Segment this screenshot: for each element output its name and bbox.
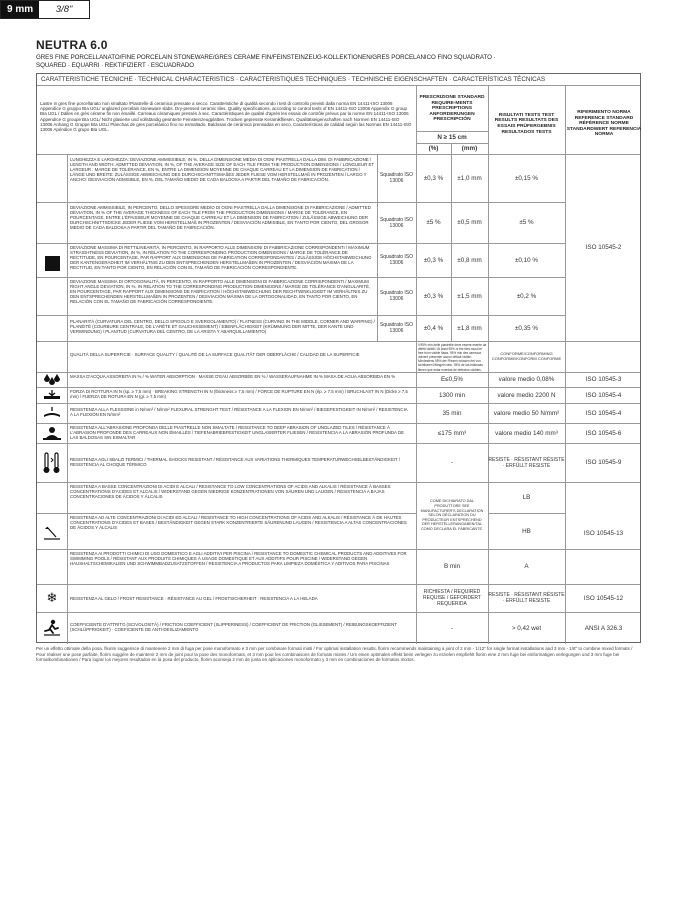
friction-desc: COEFFICIENTE D'ATTRITO (SCIVOLOSITÀ) / FRICTION COEFFICIENT (SLIPPERINESS) / COEFFICIENT DE FRICTION (GLISSEMENT) / REIBUNGSKOEFFIZIENT (SCHLÜPFRIGKEIT) · COEFICIENTE DE ANTI-DESLIZAMIENTO <box>70 622 397 633</box>
flexural-desc: RESISTENZA ALLA FLESSIONE in N/mm² / N/mm² FLEXURAL STRENGHT TEST / RÉSISTANCE A LA FLEXION EN N/mm² / BIEGEFESTIGKEIT IN N/mm² / RESISTENCIA A LA FLEXIÓN EN N/mm² <box>70 407 408 418</box>
thickness-inch: 3/8" <box>55 4 73 15</box>
straightness-desc: DEVIAZIONE MASSIMA DI RETTILINEARITÀ, IN PERCENTO, IN RAPPORTO ALLE DIMENSIONI DI FABBRICAZIONE CORRISPONDENTI / MAXIMUM STRAIGHTNESS DEVIATION, IN %, IN RELATION TO THE CORRESPONDING PRODUCTION DIMENSIONS / MARGE DE TOLÉRANCE DE RECTITUDE, EN POURCENTAGE, PAR RAPPORT AUX DIMENSIONS DE FABRICATION CORRESPONDANTES / ZULÄSSIGE HÖCHSTABWEICHUNG DER KANTENGERADHEIT IM VERHÄLTNIS ZU DEN ENTSPRECHENDEN HERSTELLMAßEN IN PROZENTEN / DESVIACIÓN MÁXIMA DE LA RECTITUD, EN TANTO POR CIENTO, EN RELACIÓN CON EL TAMAÑO DE FABRICACIÓN CORRESPONDIENTE. <box>70 245 372 271</box>
col-results: RISULTATI TESTS TEST RESULTS RESULTATS DES ESSAIS PRÜFERGEBNIS RESULTADOS TESTS <box>494 112 559 135</box>
household-result: A <box>524 563 529 570</box>
flexural-prescription: 35 min <box>442 409 462 417</box>
frost-prescription: RICHIESTA / REQUIRED REQUISE / GEFORDERT REQUERIDA <box>423 589 481 607</box>
unit-percent: (%) <box>428 145 439 152</box>
thermal-reference: ISO 10545-9 <box>585 459 622 466</box>
frost-reference: ISO 10545-12 <box>583 594 624 602</box>
dimension-reference: ISO 10545-2 <box>585 244 622 251</box>
friction-prescription: - <box>450 624 454 632</box>
breaking-reference: ISO 10545-4 <box>585 391 622 399</box>
chem-high-result: HB <box>522 527 531 535</box>
footer-note: Per un effetto ottimale della posa, fliorim suggerisce di mantenere 2 mm di fuga per pose monoformato e 3 mm per combinare formati misti / For optimal installation results, florim recommends maintaining a joint of 2 mm - 1/12" for single format installations and 3 mm - 1/8" to combine mixed formats / Pour réaliser une pose parfaite, florim suggère de maintenir 2 mm de joint pour la pose des monoformats, et 3 mm pour les combinaisons de formats mixtes / Um einen optimalen effekt beim verlegen zu erzielen empfiehlt florim eine 2 mm fuge bei einformatigen verlegungen und 3 mm fuge bei formatkombinationen / Para lograr los mejores resultados en la posa del producto, florim aconseja 2 mm de junta en aplicaciones monoformato y 3 mm en combinaciones de formatos mixtos. <box>36 646 633 663</box>
abrasion-reference: ISO 10545-6 <box>585 429 622 437</box>
absorption-desc: MASSA D'ACQUA ASSORBITA IN % / % WATER ABSORPTION · MASSE D'EAU ABSORBÉE EN % / WASSERAUFNAHME IN % MASA DE AGUA ABSORBIDA EN % <box>70 374 396 379</box>
thickness-desc: DEVIAZIONE AMMISSIBILE, IN PERCENTO, DELLO SPESSORE MEDIO DI OGNI PIASTRELLA DALLA DIMENSIONE DI FABBRICAZIONE / ADMITTED DEVIATION, IN % OF THE AVERAGE THICKNESS OF EACH TILE FROM THE PRODUCTION DIMENSIONS / MARGE DE TOLÉRANCE, EN POURCENTAGE, ENTRE L'ÉPAISSEUR MOYENNE DE CHAQUE CARREAU ET LA DIMENSION DE FABRICATION / ZULÄSSIGE ABWEICHUNG DER DURCHSCHNITTSDICKE JEDER FLIESE VOM HERSTELLMAß IN PROZENTEN / DESVIACIÓN ADMISIBLE, EN TANTO POR CIENTO, DEL GROSOR MEDIO DE CADA BALDOSA A PARTIR DEL TAMAÑO DE FABRICACIÓN. <box>70 205 371 231</box>
chem-high-desc: RESISTENZA AD ALTE CONCENTRAZIONI DI ACIDI ED ALCALI / RESISTANCE TO HIGH CONCENTRATIONS OF ACIDS AND ALKALIS / RÉSISTANCE À DE HAUTES CONCENTRATIONS D'ACIDES ET BASES / BESTÄNDIGKEIT GEGEN STARK KONZENTRIERTE SÄURENUND LAUGEN / RESISTENCIA A ALTAS CONCENTRACIONES DE ÁCIDOS Y ÁLCALIS <box>70 515 407 531</box>
thermometer-icon <box>37 443 67 482</box>
abrasion-result: valore medio 140 mm³ <box>495 429 558 437</box>
col-reference: RIFERIMENTO NORMA REFERENCE STANDARD RÉFÉRENCE NORME STANDARDWERT REFERENCIA NORMA <box>566 110 642 138</box>
straightness-mm: ±0,8 mm <box>457 256 482 264</box>
frost-result: RESISTE · RÉSISTANT RÉSISTE · ERFÜLLT RESISTE <box>488 592 565 604</box>
breaking-desc: FORZA DI ROTTURA IN N (sp. ≥ 7,5 mm) · BREAKING STRENGTH IN N (thickness ≥ 7,5 mm) / FORCE DE RUPTURE EN N (ép. ≥ 7,5 mm) / BRUCHLAST IN N (Dicke ≥ 7,5 mm) / FUERZA DE ROTURA EN N (gr. ≥ 7,5 mm) <box>70 389 408 400</box>
chemical-icon <box>37 482 67 584</box>
flatness-pct: ±0,4 % <box>423 324 444 332</box>
household-desc: RESISTENZA AI PRODOTTI CHIMICI DI USO DOMESTICO E AGLI ADDITIVI PER PISCINA / RESISTANCE TO DOMESTIC CHEMICAL PRODUCTS AND ADDITIVES FOR SWIMMING POOLS / RÉSISTANT AUX PRODUITS CHIMIQUES À USAGE DOMESTIQUE ET AUX ADDITIFS POUR PISCINE / WIDERSTAND GEGEN HAUSHALTSCHEMIKALIEN UND SCHWIMMBADZUSATZSTOFFEN / RESISTENCIA A PRODUCTOS PARA LIMPIEZA DOMÉSTICA Y ADITIVOS PARA PISCINAS <box>70 551 407 567</box>
orthogonality-mm: ±1,5 mm <box>457 292 482 300</box>
straightness-pct: ±0,3 % <box>423 256 444 264</box>
orthogonality-result: ±0,2 % <box>516 292 537 300</box>
thickness-mm: 9 mm <box>1 1 39 18</box>
friction-reference: ANSI A 326.3 <box>584 624 623 632</box>
intro-text: Lastre in gres fine porcellanato non smaltato /Piastrelle di ceramica pressate a secco. Caratteristiche di qualità secondo i test di controllo previsti dalla norma EN 14411-ISO 13006 Appendice G gruppo BIa UGL/ unglazed porcelain stoneware slabs. Dry-pressed ceramic tiles. Quality specifications, according to control tests of EN 14411-ISO 13006 Appendix G group BIa UGL / Dalles en grès cérame fin non émaillé. Carreaux céramiques pressés à sec. Caractéristiques de qualité d’après les essais de contrôle prévus par la norme EN 14411-ISO 13006 Appendice G groupe BIa UGL/ Nicht glasierte und vollständig gesinterte Feinsteinzeugplatten. Trocken gepresste Keramikfliesen. Qualitätseigenschaften nach Normen EN 14411-ISO 13006 Anhang G Gruppe BIa UGL/ Planchas de gres porcelánico fino no esmaltado. Baldosas de cerámica prensadas en seco. Características de calidad según las Normas EN 14411-ISO 13006 Apéndice G grupo BIa UGL. <box>40 101 412 133</box>
length-width-result: ±0,15 % <box>514 174 539 182</box>
water-drops-icon <box>37 372 67 387</box>
square-tile-icon <box>37 154 67 372</box>
chem-reference: ISO 10545-13 <box>583 529 624 537</box>
chem-low-desc: RESISTENZA A BASSE CONCENTRAZIONI DI ACIDI E ALCALI / RESISTANCE TO LOW CONCENTRATIONS OF ACIDS AND ALKALIS / RÉSISTANCE À BASSES CONCENTRATIONS D'ACIDES ET ALCALIS / WIDERSTAND GEGEN NIEDRIGE KONZENTRATIONEN VON SÄUREN UND LAUGEN / RESISTENCIA A BAJAS CONCENTRACIONES DE ÁCIDOS Y ÁLCALIS <box>70 484 391 500</box>
col-prescriptions: PRESCRIZIONE STANDARD REQUIRE-MENTS PRESCRIPTIONS ANFORDERUNGEN PRESCRIPCIÓN <box>419 95 485 123</box>
chem-prescription: COME DICHIARATO DAL PRODUTTORE SEE MANUFACTURER'S DECLARATION SELON DÉCLARATION DU PRODUCTEUR ENTSPRECHEND DER HERSTELLERANGABEN/TAL COMO DECLARA EL FABRICANTE. <box>420 499 484 531</box>
unit-mm: (mm) <box>461 145 478 152</box>
orthogonality-desc: DEVIAZIONE MASSIMA DI ORTOGONALITÀ, IN PERCENTO, IN RAPPORTO ALLE DIMENSIONI DI FABBRICAZIONE CORRISPONDENTI / MAXIMUM RIGHT ANGLE DEVIATION, IN %, IN RELATION TO THE CORRESPONDING PRODUCTION DIMENSIONS / MARGE DE TOLÉRANCE D'ANGULARITÉ, EN POURCENTAGE, PAR RAPPORT AUX DIMENSIONS DE FABRICATION / HÖCHSTABWEICHUNG DER RECHTWINKLIGKEIT IM VERHÄLTNIS ZU DEN ENTSPRECHENDEN HERSTELLMAßEN IN PROZENTEN / DESVIACIÓN MÁXIMA DE LA ORTOGONALIDAD, EN TANTO POR CIENTO, EN RELACIÓN CON EL TAMAÑO DE FABRICACIÓN CORRESPONDIENTE. <box>70 279 371 305</box>
absorption-result: valore medio 0,08% <box>498 376 555 383</box>
snowflake-icon: ❄ <box>46 590 58 606</box>
absorption-prescription: E≤0,5% <box>440 376 463 383</box>
n-label: N ≥ 15 cm <box>437 133 467 141</box>
chem-low-result: LB <box>522 494 531 501</box>
orthogonality-method: Squadrato ISO 13006 <box>379 290 414 302</box>
thermal-desc: RESISTENZA AGLI SBALZI TERMICI / THERMAL SHOCKS RESISTANT / RÉSISTANCE AUX VARIATIONS THERMIQUES TEMPERATURWECHSELBESTÄNDIGKEIT / RESISTENCIA AL CHOQUE TÉRMICO <box>70 457 401 468</box>
flatness-desc: PLANARITÀ (CURVATURA DEL CENTRO, DELLO SPIGOLO E SVERGOLAMENTO) / FLATNESS (CURVING IN THE MIDDLE, CORNER AND WARPING) / PLANÉITÉ (COURBURE CENTRALE, DE L'ARÊTE ET GAUCHISSEMENT) / EBENFLÄCHIGKEIT (KRÜMMUNG DER MITTE, DER KANTE UND VERWINDUNG) / PLANITUD (CURVATURA DEL CENTRO, DE LA ARISTA Y ABARQUILLAMIENTO) <box>70 319 375 335</box>
abrasion-prescription: ≤175 mm³ <box>437 429 467 437</box>
thermal-prescription: - <box>450 459 454 466</box>
length-width-method: Squadrato ISO 13006 <box>379 172 414 184</box>
surface-result: CONFORME/CONFORMING CONFORME/KONFORM CONFORME <box>491 350 562 361</box>
friction-result: > 0,42 wet <box>511 624 542 632</box>
technical-table <box>36 73 641 643</box>
thickness-result: ±5 % <box>519 219 534 226</box>
surface-prescription: Il 95% min delle piastrelle deve essere esente da difetti visibili / At least 95% of the tiles must be free from visible flaws. 95% min des carreaux doivent présenter aucun défaut visible. Mindestens 95% der Fliesen müssen frei von sichtbaren Mängeln sein. 95% de las baldosas tienen que estar exentas de defectos visibles. <box>418 343 487 372</box>
thickness-mm: ±0,5 mm <box>457 219 482 226</box>
frost-desc: RESISTENZA AL GELO / FROST RESISTANCE · RÉSISTANCE AU GEL / FROSTSICHERHEIT · RESISTENCIA A LA HELADA <box>70 596 318 601</box>
breaking-prescription: 1300 min <box>439 391 465 399</box>
straightness-method: Squadrato ISO 13006 <box>379 254 414 266</box>
flexural-result: valore medio 50 N/mm² <box>493 409 560 417</box>
household-prescription: B min <box>443 563 461 570</box>
slip-icon <box>37 612 67 644</box>
absorption-reference: ISO 10545-3 <box>585 376 622 383</box>
page-subtitle: GRES FINE PORCELLANATO/FINE PORCELAIN STONEWARE/GRES CERAME FIN/FEINSTEINZEUG-KOLLEKTIONEN/GRES PORCELANICO FINO SQUADRATO · SQUARED · EQUARRI · REKTIFIZIERT · ESCUADRADO <box>36 54 496 69</box>
length-width-mm: ±1,0 mm <box>457 174 482 182</box>
table-caption: CARATTERISTICHE TECNICHE · TECHNICAL CHARACTERISTICS · CARACTERISTIQUES TECHNIQUES · TECHNISCHE EIGENSCHAFTEN · CARACTERÍSTICAS TÉCNICAS <box>41 76 546 83</box>
thickness-badge <box>0 0 90 19</box>
thermal-result: RESISTE · RÉSISTANT RÉSISTE · ERFÜLLT RESISTE <box>488 456 565 469</box>
length-width-desc: LUNGHEZZA E LARGHEZZA: DEVIAZIONE AMMISSIBILE, IN %, DELLA DIMENSIONE MEDIA DI OGNI PIASTRELLA DALLA DIM. DI FABBRICAZIONE / LENGTH AND WIDTH: ADMITTED DEVIATION, IN %, OF THE AVERAGE SIZE OF EACH TILE FROM THE PRODUCTION DIMENSIONS / LONGUEUR ET LARGEUR : MARGE DE TOLÉRANCE, EN %, ENTRE LA DIMENSION MOYENNE DE CHAQUE CARREAU ET LA DIMENSION DE FABRICATION / LÄNGE UND BREITE: ZULÄSSIGE ABWEICHUNG DES DURCHSCHNITTSMAßES JEDER FLIESE VOM HERSTELLMAß IN PROZENTEN / LARGO Y ANCHO: DESVIACIÓN ADMISIBLE, EN %, DEL TAMAÑO MEDIO DE CADA BALDOSA A PARTIR DEL TAMAÑO DE FABRICACIÓN. <box>70 157 374 183</box>
abrasion-desc: RESISTENZA ALL'ABRASIONE PROFONDA DELLE PIASTRELLE NON SMALTATE / RESISTANCE TO DEEP ABRASION OF UNGLAZED TILES / RÉSISTANCE À L'ABRASION PROFONDE DES CARREAUX NON ÉMAILLÉS / TIEFENABRIEBFESTIGKEIT UNGLASIERTER FLIESEN / RESISTENCIA A LA ABRASIÓN PROFUNDA DE LAS BALDOSAS SIN ESMALTAR <box>70 425 404 441</box>
flatness-result: ±0,35 % <box>514 324 539 332</box>
flexural-strength-icon <box>37 403 67 423</box>
breaking-strength-icon <box>37 387 67 403</box>
orthogonality-pct: ±0,3 % <box>423 292 444 300</box>
flatness-method: Squadrato ISO 13006 <box>379 322 414 334</box>
thickness-method: Squadrato ISO 13006 <box>379 216 414 229</box>
surface-desc: QUALITÀ DELLA SUPERFICIE · SURFACE QUALITY / QUALITÉ DE LA SURFACE QUALITÄT DER OBERFLÄCHE / CALIDAD DE LA SUPERFICIE <box>70 352 360 357</box>
page-title: NEUTRA 6.0 <box>36 38 108 52</box>
flexural-reference: ISO 10545-4 <box>585 409 622 417</box>
thickness-pct: ±5 % <box>426 219 441 226</box>
breaking-result: valore medio 2200 N <box>497 391 556 399</box>
flatness-mm: ±1,8 mm <box>457 324 482 332</box>
abrasion-icon <box>37 423 67 443</box>
straightness-result: ±0,10 % <box>514 256 539 264</box>
length-width-pct: ±0,3 % <box>423 174 444 182</box>
